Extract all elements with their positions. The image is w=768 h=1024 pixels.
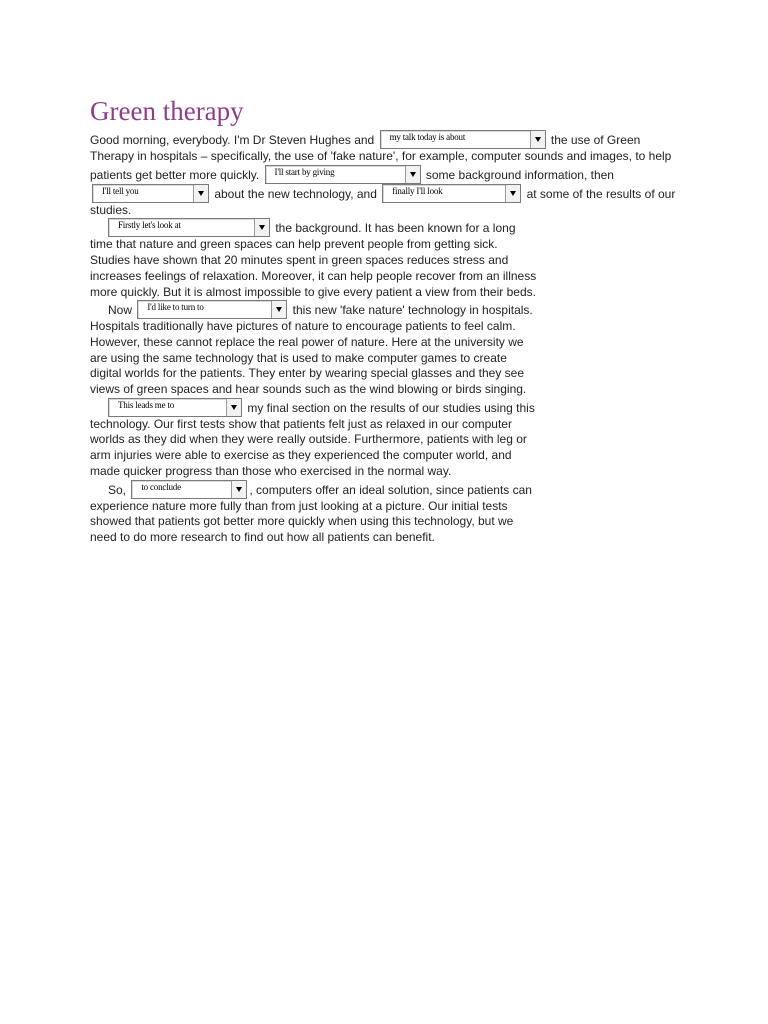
chevron-down-icon <box>198 191 204 196</box>
dropdown-button[interactable] <box>231 481 246 498</box>
dropdown-button[interactable] <box>254 219 269 236</box>
dropdown-selected-value: I'll tell you <box>102 185 139 196</box>
dropdown-select[interactable] <box>131 480 247 499</box>
dropdown-button[interactable] <box>505 185 520 202</box>
chevron-down-icon <box>510 191 516 196</box>
paragraph-text: , computers offer an ideal solution, since patients can experience nature more fully than from just looking at a picture. Our initial tests showed that patients got better more quickly when using this technology, but we need to do more research to find out how all patients can benefit. <box>90 482 532 544</box>
dropdown-selected-value: This leads me to <box>118 399 175 410</box>
paragraph-text: this new 'fake nature' technology in hospitals. Hospitals traditionally have pictures of nature to encourage patients to feel calm. However, these cannot replace the real power of nature. Here at the university we are using the same technology that is used to make computer games to create digital worlds for the patients. They enter by wearing special glasses and they see views of green spaces and hear sounds such as the wind blowing or birds singing. <box>90 303 533 397</box>
dropdown-select[interactable] <box>265 165 421 184</box>
dropdown-selected-value: finally I'll look <box>392 185 443 196</box>
dropdown-button[interactable] <box>271 301 286 318</box>
chevron-down-icon <box>410 172 416 177</box>
dropdown-selected-value: to conclude <box>141 481 181 492</box>
paragraph-4 <box>90 398 540 480</box>
paragraph-5 <box>90 480 540 546</box>
document-title: Green therapy <box>90 96 244 126</box>
chevron-down-icon <box>535 137 541 142</box>
chevron-down-icon <box>276 307 282 312</box>
chevron-down-icon <box>259 225 265 230</box>
dropdown-selected-value: I'll start by giving <box>274 166 335 177</box>
paragraph-1 <box>90 130 680 218</box>
dropdown-select[interactable] <box>382 184 521 203</box>
dropdown-button[interactable] <box>193 185 208 202</box>
dropdown-select[interactable] <box>108 218 270 237</box>
paragraph-text: So, <box>108 482 130 497</box>
paragraph-text: Good morning, everybody. I'm Dr Steven Hughes and <box>90 133 378 147</box>
dropdown-selected-value: I'd like to turn to <box>147 302 204 313</box>
dropdown-button[interactable] <box>405 166 420 183</box>
dropdown-button[interactable] <box>226 399 241 416</box>
dropdown-select[interactable] <box>380 130 546 149</box>
paragraph-text: some background information, then <box>422 167 614 182</box>
paragraph-text: the background. It has been known for a long time that nature and green spaces can help prevent people from getting sick. Studies have shown that 20 minutes spent in green spaces reduces stress and increases feelings of relaxation. Moreover, it can help people recover from an illness more quickly. But it is almost impossible to give every patient a view from their beds. <box>90 221 537 299</box>
chevron-down-icon <box>231 405 237 410</box>
dropdown-select[interactable] <box>108 398 242 417</box>
paragraph-2 <box>90 218 540 300</box>
dropdown-select[interactable] <box>92 184 209 203</box>
document-body <box>90 130 680 546</box>
dropdown-selected-value: Firstly let's look at <box>118 220 181 231</box>
paragraph-text: the use of Green Therapy in hospitals – specifically, the use of 'fake nature', for example, computer sounds and images, to help patients get better more quickly. <box>90 133 672 182</box>
document-page <box>90 94 680 546</box>
chevron-down-icon <box>236 487 242 492</box>
paragraph-text: at some of the results of our studies. <box>90 186 676 217</box>
dropdown-select[interactable] <box>137 300 287 319</box>
dropdown-selected-value: my talk today is about <box>389 132 466 142</box>
paragraph-text: my final section on the results of our studies using this technology. Our first tests show that patients felt just as relaxed in our computer worlds as they did when they were really outside. Furthermore, patients with leg or arm injuries were able to exercise as they experienced the computer world, and made quicker progress than those who exercised in the normal way. <box>90 400 535 478</box>
paragraph-3 <box>90 300 540 398</box>
paragraph-text: about the new technology, and <box>211 186 381 201</box>
dropdown-button[interactable] <box>530 131 545 148</box>
paragraph-text: Now <box>108 303 136 318</box>
